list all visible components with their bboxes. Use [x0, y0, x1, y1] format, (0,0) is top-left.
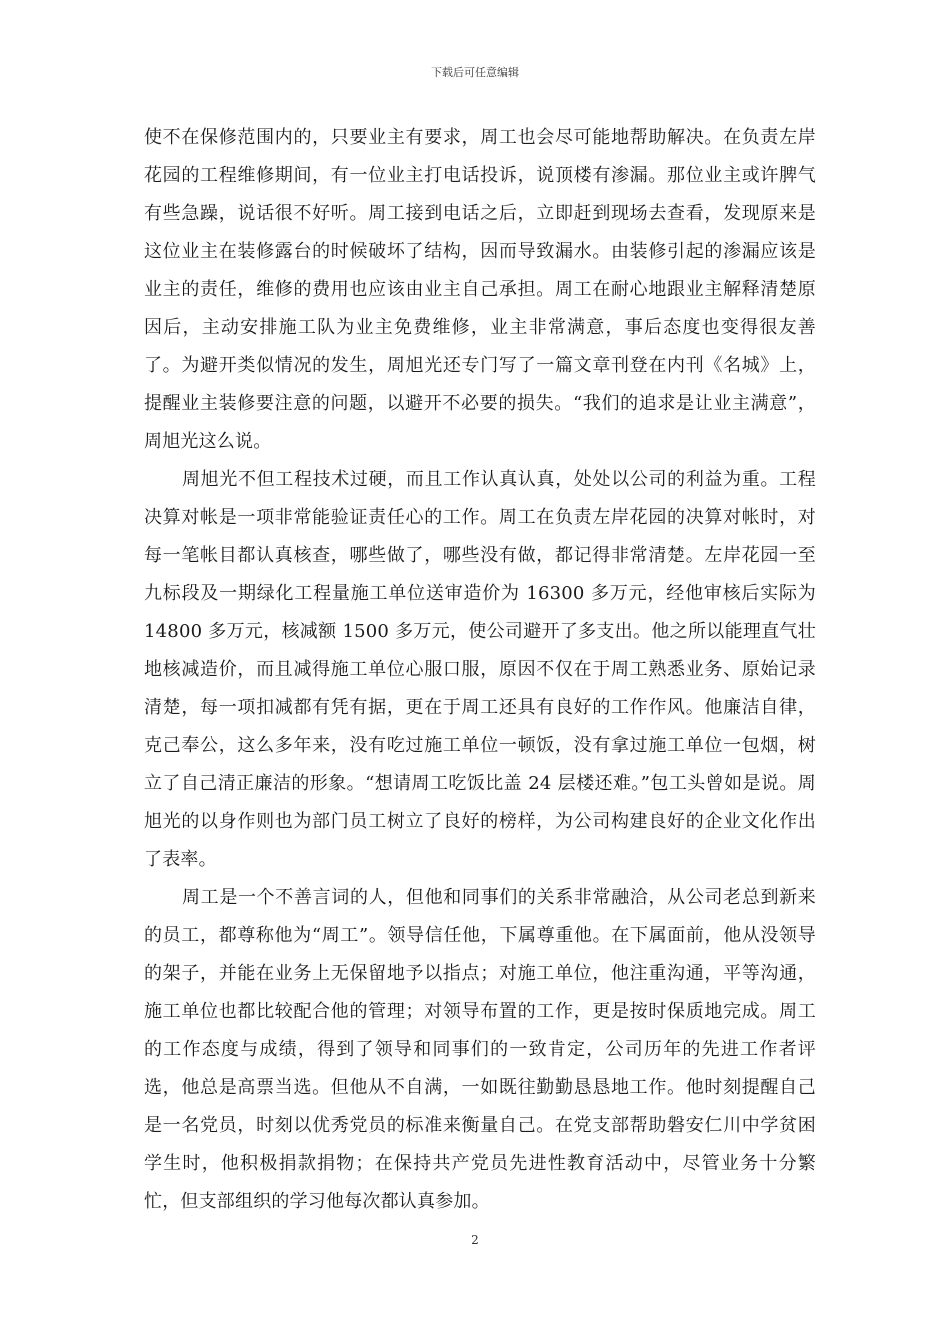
page-header-note: 下载后可任意编辑 [431, 66, 519, 79]
paragraph-3: 周工是一个不善言词的人，但他和同事们的关系非常融洽，从公司老总到新来的员工，都尊称他为“周工”。领导信任他，下属尊重他。在下属面前，他从没领导的架子，并能在业务上无保留地予以指点；对施工单位，他注重沟通，平等沟通，施工单位也都比较配合他的管理；对领导布置的工作，更是按时保质地完成。周工的工作态度与成绩，得到了领导和同事们的一致肯定，公司历年的先进工作者评选，他总是高票当选。但他从不自满，一如既往勤勤恳恳地工作。他时刻提醒自己是一名党员，时刻以优秀党员的标准来衡量自己。在党支部帮助磐安仁川中学贫困学生时，他积极捐款捐物；在保持共产党员先进性教育活动中，尽管业务十分繁忙，但支部组织的学习他每次都认真参加。 [144, 887, 816, 1212]
paragraph-1: 使不在保修范围内的，只要业主有要求，周工也会尽可能地帮助解决。在负责左岸花园的工程维修期间，有一位业主打电话投诉，说顶楼有渗漏。那位业主或许脾气有些急躁，说话很不好听。周工接到电话之后，立即赶到现场去查看，发现原来是这位业主在装修露台的时候破坏了结构，因而导致漏水。由装修引起的渗漏应该是业主的责任，维修的费用也应该由业主自己承担。周工在耐心地跟业主解释清楚原因后，主动安排施工队为业主免费维修，业主非常满意，事后态度也变得很友善了。为避开类似情况的发生，周旭光还专门写了一篇文章刊登在内刊《名城》上，提醒业主装修要注意的问题，以避开不必要的损失。“我们的追求是让业主满意”，周旭光这么说。 [144, 127, 816, 452]
document-body [144, 119, 816, 1221]
page-number: 2 [471, 1233, 479, 1247]
paragraph-2: 周旭光不但工程技术过硬，而且工作认真认真，处处以公司的利益为重。工程决算对帐是一项非常能验证责任心的工作。周工在负责左岸花园的决算对帐时，对每一笔帐目都认真核查，哪些做了，哪些没有做，都记得非常清楚。左岸花园一至九标段及一期绿化工程量施工单位送审造价为 16300 多万元，经他审核后实际为 14800 多万元，核减额 1500 多万元，使公司避开了多支出。他之所以能理直气壮地核减造价，而且减得施工单位心服口服，原因不仅在于周工熟悉业务、原始记录清楚，每一项扣减都有凭有据，更在于周工还具有良好的工作作风。他廉洁自律，克己奉公，这么多年来，没有吃过施工单位一顿饭，没有拿过施工单位一包烟，树立了自己清正廉洁的形象。“想请周工吃饭比盖 24 层楼还难。”包工头曾如是说。周旭光的以身作则也为部门员工树立了良好的榜样，为公司构建良好的企业文化作出了表率。 [144, 469, 816, 870]
